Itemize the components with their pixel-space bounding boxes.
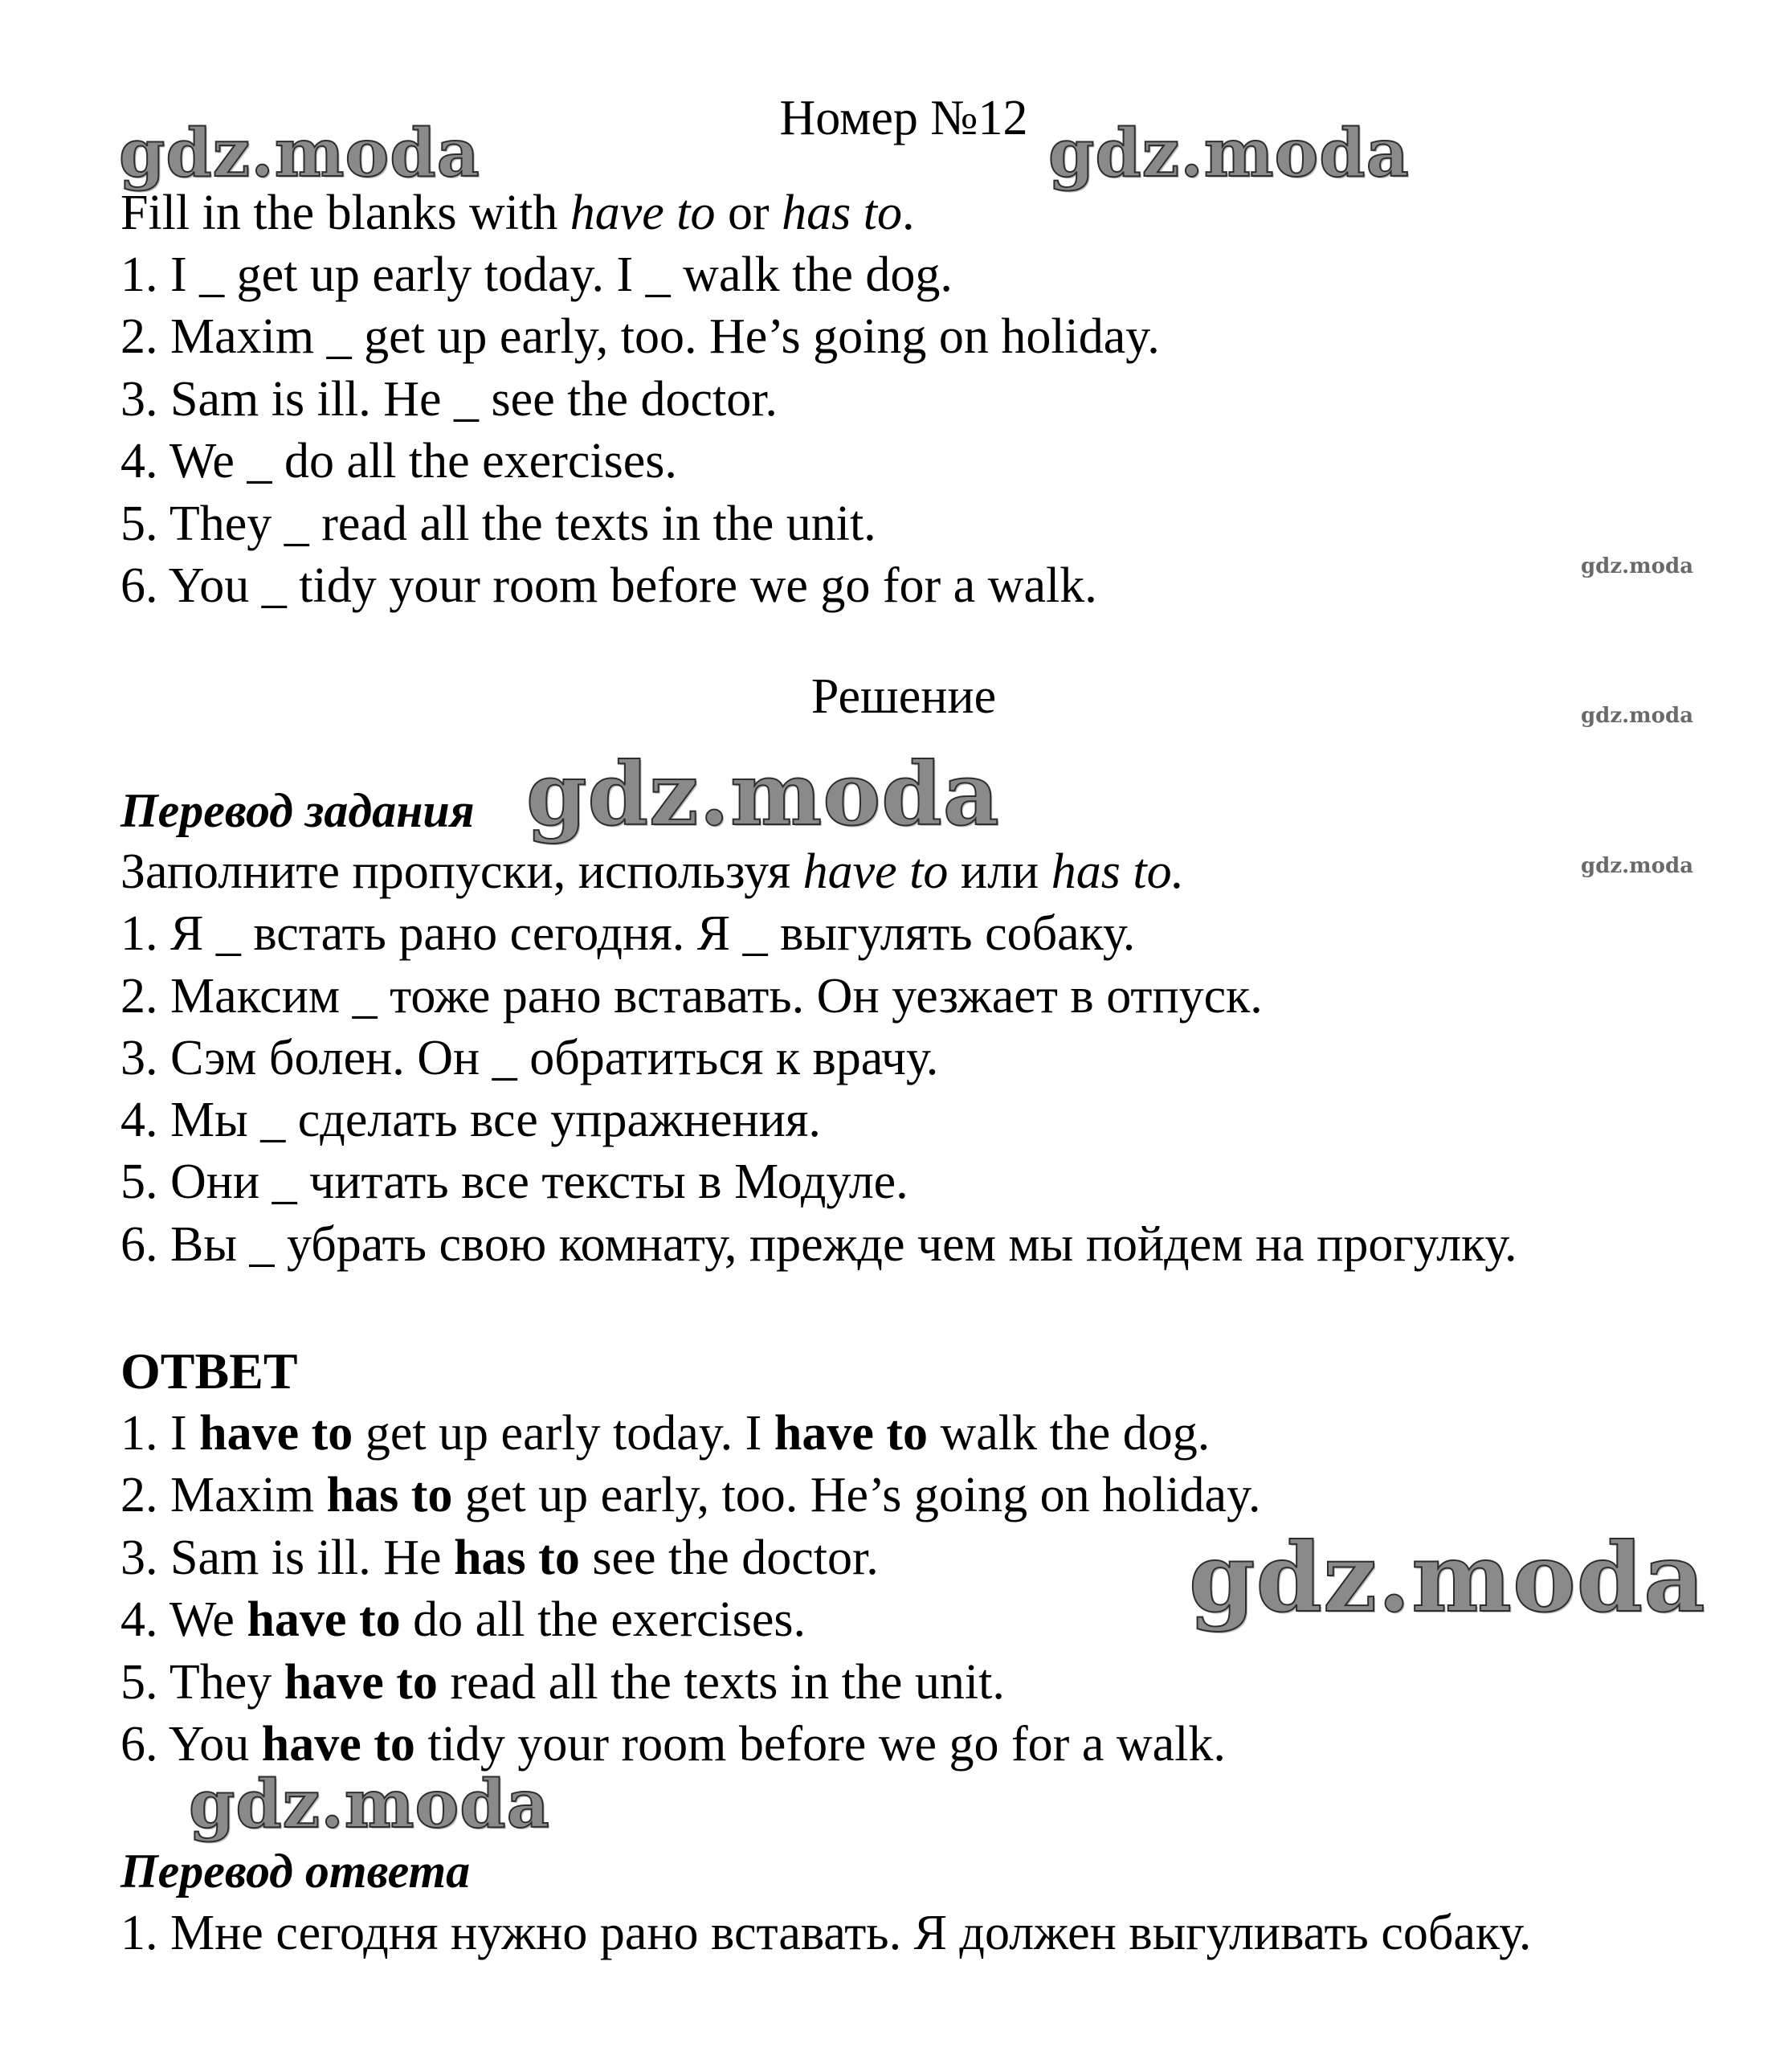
answer-item xyxy=(120,1714,1226,1774)
task-translation-instruction-em1: have to xyxy=(802,844,949,899)
task-item: 4. We _ do all the exercises. xyxy=(120,434,677,488)
answer-item xyxy=(120,1653,1005,1712)
task-translation-item: 5. Они _ читать все тексты в Модуле. xyxy=(120,1155,908,1209)
answer-item xyxy=(120,1528,879,1588)
page-title: Номер №12 xyxy=(779,91,1028,145)
answer-item xyxy=(120,1404,1210,1463)
task-translation-item: 4. Мы _ сделать все упражнения. xyxy=(120,1093,821,1147)
answer-text: read all the texts in the unit. xyxy=(437,1655,1005,1710)
task-instruction xyxy=(120,183,915,243)
answer-highlight: have to xyxy=(247,1592,401,1647)
task-instruction-em2: has to xyxy=(782,186,903,240)
answer-text: see the doctor. xyxy=(579,1531,879,1585)
answer-text: get up early today. I xyxy=(353,1406,774,1461)
task-translation-instruction-em2: has to. xyxy=(1051,844,1185,899)
watermark-logo: gdz.moda xyxy=(1048,115,1410,192)
task-instruction-em1: have to xyxy=(570,186,716,240)
solution-title: Решение xyxy=(810,669,997,724)
answer-item xyxy=(120,1465,1261,1525)
answer-text: 1. I xyxy=(120,1406,200,1461)
task-translation-instruction-prefix: Заполните пропуски, используя xyxy=(120,844,803,899)
task-translation-heading: Перевод задания xyxy=(120,784,475,837)
task-translation-item: 6. Вы _ убрать свою комнату, прежде чем мы пойдем на прогулку. xyxy=(120,1217,1517,1272)
task-item: 5. They _ read all the texts in the unit. xyxy=(120,497,876,551)
answer-text: 6. You xyxy=(120,1717,262,1772)
answer-highlight: have to xyxy=(199,1406,353,1461)
answer-translation-heading: Перевод ответа xyxy=(120,1845,471,1898)
task-instruction-suffix: . xyxy=(902,186,915,240)
watermark-logo-small: gdz.moda xyxy=(1581,854,1694,878)
answer-highlight: have to xyxy=(261,1717,415,1772)
watermark-logo: gdz.moda xyxy=(119,115,480,192)
answer-text: 4. We xyxy=(120,1592,247,1647)
task-item: 1. I _ get up early today. I _ walk the dog. xyxy=(120,247,953,302)
answer-translation-item: 1. Мне сегодня нужно рано вставать. Я должен выгуливать собаку. xyxy=(120,1906,1532,1960)
answer-text: get up early, too. He’s going on holiday. xyxy=(452,1468,1261,1522)
watermark-logo-small: gdz.moda xyxy=(1581,554,1694,578)
task-translation-instruction-mid: или xyxy=(948,844,1051,899)
watermark-logo: gdz.moda xyxy=(526,744,1000,845)
task-item: 6. You _ tidy your room before we go for a walk. xyxy=(120,558,1097,613)
answer-text: 2. Maxim xyxy=(120,1468,327,1522)
answer-text: tidy your room before we go for a walk. xyxy=(414,1717,1226,1772)
answer-text: do all the exercises. xyxy=(400,1592,806,1647)
answer-text: walk the dog. xyxy=(928,1406,1211,1461)
task-translation-instruction xyxy=(120,842,1184,901)
answer-highlight: has to xyxy=(326,1468,453,1522)
answer-heading: ОТВЕТ xyxy=(120,1343,298,1400)
answer-highlight: have to xyxy=(284,1655,438,1710)
answer-item xyxy=(120,1590,806,1649)
answer-highlight: have to xyxy=(774,1406,928,1461)
task-item: 3. Sam is ill. He _ see the doctor. xyxy=(120,372,778,427)
task-translation-item: 3. Сэм болен. Он _ обратиться к врачу. xyxy=(120,1031,939,1085)
watermark-logo: gdz.moda xyxy=(189,1766,550,1843)
task-item: 2. Maxim _ get up early, too. He’s going on holiday. xyxy=(120,309,1160,364)
watermark-logo: gdz.moda xyxy=(1189,1522,1706,1633)
task-instruction-prefix: Fill in the blanks with xyxy=(120,186,570,240)
answer-highlight: has to xyxy=(454,1531,580,1585)
task-translation-item: 2. Максим _ тоже рано вставать. Он уезжает в отпуск. xyxy=(120,969,1263,1024)
answer-text: 5. They xyxy=(120,1655,284,1710)
answer-text: 3. Sam is ill. He xyxy=(120,1531,455,1585)
task-translation-item: 1. Я _ встать рано сегодня. Я _ выгулять собаку. xyxy=(120,906,1136,961)
watermark-logo-small: gdz.moda xyxy=(1581,704,1694,728)
task-instruction-mid: or xyxy=(715,186,782,240)
